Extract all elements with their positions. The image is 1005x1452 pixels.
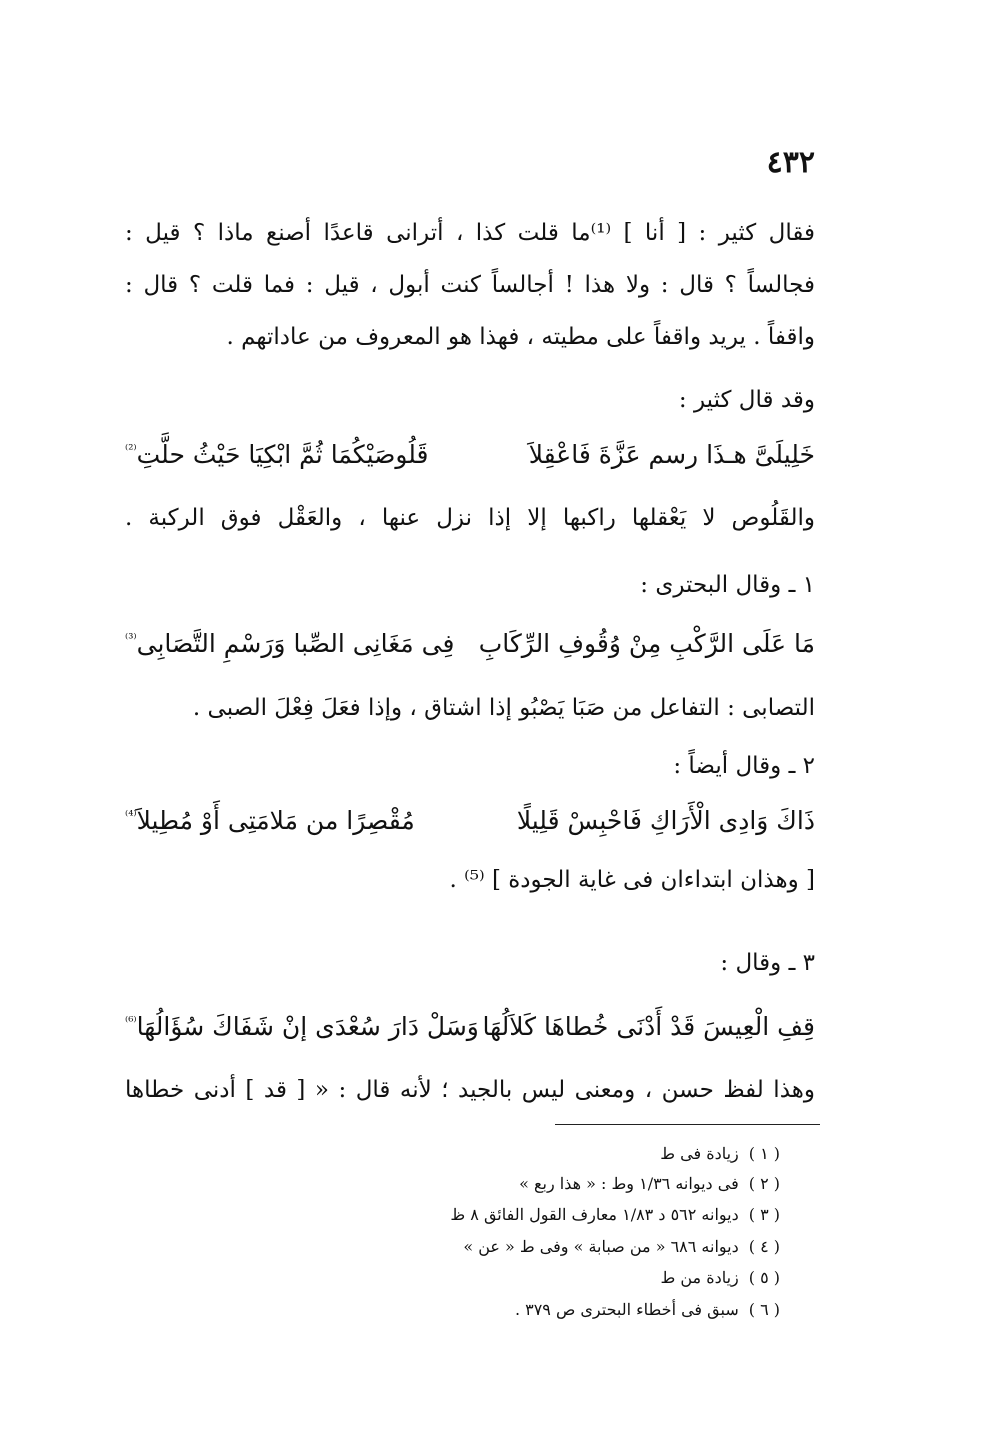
second-hemistich-text: فِى مَغَانِى الصِّبا وَرَسْمِ التَّصَابِى <box>136 629 455 658</box>
intro-line: ٢ ـ وقال أيضاً : <box>673 753 815 779</box>
bracket-note: [ وهذان ابتداءان فى غاية الجودة ] ⁽⁵⁾ . <box>449 867 815 893</box>
first-hemistich: مَا عَلَى الرَّكْبِ مِنْ وُقُوفِ الرِّكَابِ <box>478 629 815 658</box>
paragraph-line: واقفاً . يريد واقفاً على مطيته ، فهذا هو المعروف من عاداتهم . <box>226 324 815 350</box>
footnote-number: ( ٤ ) <box>748 1237 780 1256</box>
footnote-marker: ⁽³⁾ <box>125 631 137 647</box>
second-hemistich-text: مُقْصِرًا من مَلامَتِى أَوْ مُطِيلاَ <box>136 806 415 835</box>
footnote-number: ( ٢ ) <box>748 1174 780 1193</box>
verse-line <box>125 623 815 665</box>
explanation-line: والقَلُوص لا يَعْقلها راكبها إلا إذا نزل عنها ، والعَقْل فوق الركبة . <box>125 505 815 531</box>
footnote-item <box>380 1201 780 1229</box>
comment-line: وهذا لفظ حسن ، ومعنى ليس بالجيد ؛ لأنه قال : « [ قد ] أدنى خطاها <box>125 1077 815 1103</box>
footnote-text: زيادة فى ط <box>660 1144 739 1163</box>
paragraph-line: فجالساً ؟ قال : ولا هذا ! أجالساً كنت أبول ، قيل : فما قلت ؟ قال : <box>125 272 815 298</box>
footnote-item <box>380 1296 780 1324</box>
footnote-text: زيادة من ط <box>660 1268 739 1287</box>
verse-line <box>125 434 815 476</box>
footnote-divider <box>555 1124 820 1125</box>
footnote-number: ( ٦ ) <box>748 1300 780 1319</box>
footnote-item <box>380 1170 780 1198</box>
verse-line <box>125 800 815 842</box>
footnote-marker: ⁽⁶⁾ <box>125 1014 137 1030</box>
footnote-item <box>380 1233 780 1261</box>
explanation-line: التصابى : التفاعل من صَبَا يَصْبُو إذا اشتاق ، وإذا فعَلَ فِعْلَ الصبى . <box>192 695 815 721</box>
second-hemistich <box>125 623 454 665</box>
footnote-text: فى ديوانه ١/٣٦ وط : « هذا ربع » <box>519 1174 739 1193</box>
first-hemistich: خَلِيلَىَّ هـذَا رسم عَزَّةَ فَاعْقِلاَ <box>528 440 815 469</box>
page-number: ٤٣٢ <box>766 145 815 180</box>
second-hemistich <box>125 1006 479 1048</box>
footnote-text: ديوانه ٥٦٢ د ١/٨٣ معارف القول الفائق ٨ ظ <box>450 1205 739 1224</box>
first-hemistich: قِفِ الْعِيسَ قَدْ أَدْنَى خُطاهَا كَلاَلُهَا <box>482 1012 815 1041</box>
second-hemistich-text: وَسَلْ دَارَ سُعْدَى إنْ شَفَاكَ سُؤَالُهَا <box>136 1012 479 1041</box>
footnote-text: ديوانه ٦٨٦ « من صبابة » وفى ط « عن » <box>463 1237 739 1256</box>
footnote-number: ( ٣ ) <box>748 1205 780 1224</box>
footnote-marker: ⁽²⁾ <box>125 442 137 458</box>
footnote-text: سبق فى أخطاء البحترى ص ٣٧٩ . <box>514 1300 739 1319</box>
second-hemistich <box>125 434 429 476</box>
intro-line: ١ ـ وقال البحترى : <box>640 572 815 598</box>
intro-line: ٣ ـ وقال : <box>720 950 815 976</box>
paragraph-line: فقال كثير : [ أنا ] ⁽¹⁾ما قلت كذا ، أترانى قاعدًا أصنع ماذا ؟ قيل : <box>125 220 815 246</box>
first-hemistich: ذَاكَ وَادِى الْأَرَاكِ فَاحْبِسْ قَلِيلًا <box>516 806 815 835</box>
second-hemistich-text: قَلُوصَيْكُمَا ثُمَّ ابْكِيَا حَيْثُ حلَّتِ <box>136 440 429 469</box>
footnote-marker: ⁽⁴⁾ <box>125 808 137 824</box>
verse-line <box>125 1006 815 1048</box>
footnote-item <box>380 1140 780 1168</box>
intro-line: وقد قال كثير : <box>678 387 815 413</box>
footnote-number: ( ٥ ) <box>748 1268 780 1287</box>
footnote-item <box>380 1264 780 1292</box>
second-hemistich <box>125 800 415 842</box>
footnote-number: ( ١ ) <box>748 1144 780 1163</box>
